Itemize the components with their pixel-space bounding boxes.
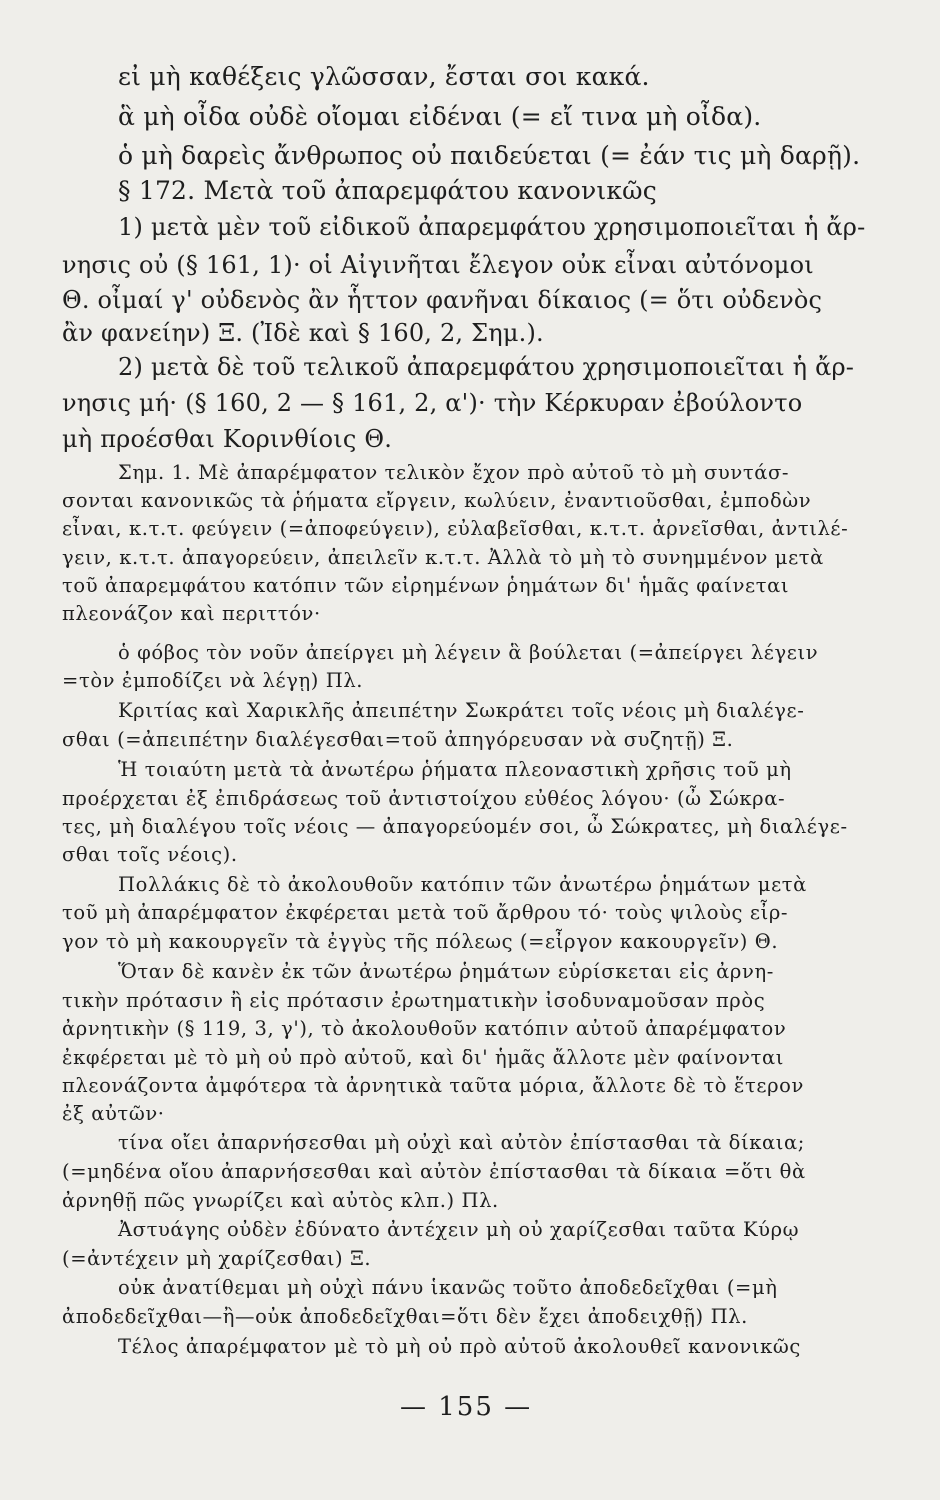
note-line: ἀρνητικὴν (§ 119, 3, γ'), τὸ ἀκολουθοῦν κατόπιν αὐτοῦ ἀπαρέμφατον <box>62 1017 787 1040</box>
text-line: ὁ μὴ δαρεὶς ἄνθρωπος οὐ παιδεύεται (= ἐάν τις μὴ δαρῇ). <box>118 141 861 170</box>
note-line: Ἀστυάγης οὐδὲν ἐδύνατο ἀντέχειν μὴ οὐ χαρίζεσθαι ταῦτα Κύρῳ <box>118 1218 800 1241</box>
note-line: πλεονάζον καὶ περιττόν· <box>62 602 321 625</box>
note-line: πλεονάζοντα ἀμφότερα τὰ ἀρνητικὰ ταῦτα μόρια, ἄλλοτε δὲ τὸ ἕτερον <box>62 1074 804 1097</box>
note-line: τες, μὴ διαλέγου τοῖς νέοις — ἀπαγορεύομέν σοι, ὦ Σώκρατες, μὴ διαλέγε- <box>62 815 848 838</box>
text-line: ἃ μὴ οἶδα οὐδὲ οἴομαι εἰδέναι (= εἴ τινα μὴ οἶδα). <box>118 102 762 131</box>
note-line: σθαι τοῖς νέοις). <box>62 843 238 866</box>
note-line: γον τὸ μὴ κακουργεῖν τὰ ἐγγὺς τῆς πόλεως (=εἶργον κακουργεῖν) Θ. <box>62 930 779 953</box>
note-line: εἶναι, κ.τ.τ. φεύγειν (=ἀποφεύγειν), εὐλαβεῖσθαι, κ.τ.τ. ἀρνεῖσθαι, ἀντιλέ- <box>62 517 849 540</box>
note-line: σθαι (=ἀπειπέτην διαλέγεσθαι=τοῦ ἀπηγόρευσαν νὰ συζητῇ) Ξ. <box>62 728 734 751</box>
page-number: — 155 — <box>400 1392 533 1422</box>
note-line: τίνα οἴει ἀπαρνήσεσθαι μὴ οὐχὶ καὶ αὐτὸν ἐπίστασθαι τὰ δίκαια; <box>118 1131 805 1154</box>
note-line: γειν, κ.τ.τ. ἀπαγορεύειν, ἀπειλεῖν κ.τ.τ. Ἀλλὰ τὸ μὴ τὸ συνημμένον μετὰ <box>62 546 824 569</box>
text-line: εἰ μὴ καθέξεις γλῶσσαν, ἔσται σοι κακά. <box>118 62 650 91</box>
note-line: Τέλος ἀπαρέμφατον μὲ τὸ μὴ οὐ πρὸ αὐτοῦ ἀκολουθεῖ κανονικῶς <box>118 1335 801 1358</box>
note-line: (=ἀντέχειν μὴ χαρίζεσθαι) Ξ. <box>62 1247 372 1270</box>
note-line: ἐκφέρεται μὲ τὸ μὴ οὐ πρὸ αὐτοῦ, καὶ δι' ἡμᾶς ἄλλοτε μὲν φαίνονται <box>62 1046 785 1069</box>
note-line: ἀρνηθῇ πῶς γνωρίζει καὶ αὐτὸς κλπ.) Πλ. <box>62 1189 499 1212</box>
note-line: =τὸν ἐμποδίζει νὰ λέγῃ) Πλ. <box>62 669 364 692</box>
note-line: τοῦ μὴ ἀπαρέμφατον ἐκφέρεται μετὰ τοῦ ἄρθρου τό· τοὺς ψιλοὺς εἶρ- <box>62 901 789 924</box>
note-line: ἐξ αὐτῶν· <box>62 1102 165 1125</box>
text-line: 2) μετὰ δὲ τοῦ τελικοῦ ἀπαρεμφάτου χρησιμοποιεῖται ἡ ἄρ- <box>118 353 855 381</box>
note-line: Σημ. 1. Μὲ ἀπαρέμφατον τελικὸν ἔχον πρὸ αὐτοῦ τὸ μὴ συντάσ- <box>118 461 790 484</box>
note-line: Πολλάκις δὲ τὸ ἀκολουθοῦν κατόπιν τῶν ἀνωτέρω ῥημάτων μετὰ <box>118 873 807 896</box>
text-line: νησις οὐ (§ 161, 1)· οἱ Αἰγινῆται ἔλεγον οὐκ εἶναι αὐτόνομοι <box>62 251 814 279</box>
note-line: προέρχεται ἐξ ἐπιδράσεως τοῦ ἀντιστοίχου εὐθέος λόγου· (ὦ Σώκρα- <box>62 787 786 810</box>
section-heading: § 172. Μετὰ τοῦ ἀπαρεμφάτου κανονικῶς <box>118 176 657 205</box>
text-line: Θ. οἶμαί γ' οὐδενὸς ἂν ἧττον φανῆναι δίκαιος (= ὅτι οὐδενὸς <box>62 286 823 314</box>
text-line: ἂν φανείην) Ξ. (Ἰδὲ καὶ § 160, 2, Σημ.). <box>62 319 544 347</box>
text-line: 1) μετὰ μὲν τοῦ εἰδικοῦ ἀπαρεμφάτου χρησιμοποιεῖται ἡ ἄρ- <box>118 213 866 241</box>
note-line: (=μηδένα οἴου ἀπαρνήσεσθαι καὶ αὐτὸν ἐπίστασθαι τὰ δίκαια =ὅτι θὰ <box>62 1160 806 1183</box>
note-line: ἀποδεδεῖχθαι—ἢ—οὐκ ἀποδεδεῖχθαι=ὅτι δὲν ἔχει ἀποδειχθῇ) Πλ. <box>62 1305 748 1328</box>
note-line: σονται κανονικῶς τὰ ῥήματα εἴργειν, κωλύειν, ἐναντιοῦσθαι, ἐμποδὼν <box>62 489 812 512</box>
note-line: Ὅταν δὲ κανὲν ἐκ τῶν ἀνωτέρω ῥημάτων εὑρίσκεται εἰς ἀρνη- <box>118 960 774 983</box>
note-line: Ἡ τοιαύτη μετὰ τὰ ἀνωτέρω ῥήματα πλεοναστικὴ χρῆσις τοῦ μὴ <box>118 758 792 781</box>
note-line: τοῦ ἀπαρεμφάτου κατόπιν τῶν εἰρημένων ῥημάτων δι' ἡμᾶς φαίνεται <box>62 574 790 597</box>
note-line: τικὴν πρότασιν ἢ εἰς πρότασιν ἐρωτηματικὴν ἰσοδυναμοῦσαν πρὸς <box>62 989 766 1012</box>
note-line: ὁ φόβος τὸν νοῦν ἀπείργει μὴ λέγειν ἃ βούλεται (=ἀπείργει λέγειν <box>118 641 819 664</box>
text-line: νησις μή· (§ 160, 2 — § 161, 2, α')· τὴν Κέρκυραν ἐβούλοντο <box>62 389 803 417</box>
note-line: οὐκ ἀνατίθεμαι μὴ οὐχὶ πάνυ ἱκανῶς τοῦτο ἀποδεδεῖχθαι (=μὴ <box>118 1276 778 1299</box>
text-line: μὴ προέσθαι Κορινθίοις Θ. <box>62 425 393 453</box>
note-line: Κριτίας καὶ Χαρικλῆς ἀπειπέτην Σωκράτει τοῖς νέοις μὴ διαλέγε- <box>118 699 805 722</box>
